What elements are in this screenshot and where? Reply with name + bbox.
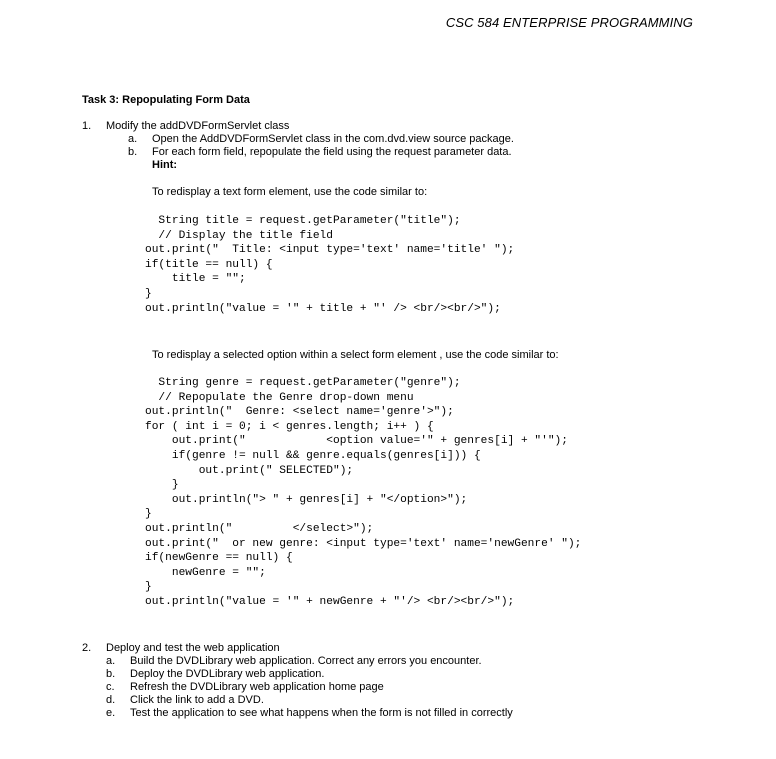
sub-text: Build the DVDLibrary web application. Correct any errors you encounter. (130, 655, 482, 667)
sub-text: For each form field, repopulate the field using the request parameter data. (152, 146, 512, 158)
sub-letter: a. (106, 655, 116, 667)
step-2-sub-a (106, 655, 482, 668)
step-1-text: Modify the addDVDFormServlet class (106, 120, 290, 132)
step-1-number: 1. (82, 120, 92, 132)
step-2-text: Deploy and test the web application (106, 642, 280, 654)
step-2-sub-d (106, 694, 264, 707)
step-1-sub-a (128, 133, 514, 146)
sub-text: Test the application to see what happens when the form is not filled in correctly (130, 707, 513, 719)
step-2-sub-b (106, 668, 324, 681)
sub-letter: b. (106, 668, 116, 680)
step-2-number: 2. (82, 642, 92, 654)
sub-letter: e. (106, 707, 116, 719)
sub-text: Click the link to add a DVD. (130, 694, 264, 706)
step-1 (82, 120, 289, 133)
sub-letter: b. (128, 146, 138, 158)
sub-text: Deploy the DVDLibrary web application. (130, 668, 325, 680)
sub-text: Refresh the DVDLibrary web application home page (130, 681, 384, 693)
course-header: CSC 584 ENTERPRISE PROGRAMMING (445, 15, 693, 30)
step-2-sub-e (106, 707, 513, 720)
step-2-sub-c (106, 681, 384, 694)
select-form-intro: To redisplay a selected option within a select form element , use the code similar to: (152, 349, 559, 361)
sub-letter: d. (106, 694, 116, 706)
task-title: Task 3: Repopulating Form Data (82, 94, 250, 106)
text-form-intro: To redisplay a text form element, use the code similar to: (152, 186, 428, 198)
step-2 (82, 642, 280, 655)
code-block-title: String title = request.getParameter("title"); // Display the title field out.print(" Title: <input type='text' name='title' "); if(title == null) { title = ""; } out.println("value = '" + title + "' /> <br/><br/>"); (145, 215, 515, 315)
sub-letter: c. (106, 681, 115, 693)
sub-text: Open the AddDVDFormServlet class in the com.dvd.view source package. (152, 133, 514, 145)
code-block-genre: String genre = request.getParameter("genre"); // Repopulate the Genre drop-down menu out.println(" Genre: <select name='genre'>"); for ( int i = 0; i < genres.length; i++ ) { out.print(" <option value='" + genres[i] + "'"); if(genre != null && genre.equals(genres[i])) { out.print(" SELECTED"); } out.println("> " + genres[i] + "</option>"); } out.println(" </select>"); out.print(" or new genre: <input type='text' name='newGenre' "); if(newGenre == null) { newGenre = ""; } out.println("value = '" + newGenre + "'/> <br/><br/>"); (145, 377, 582, 608)
sub-letter: a. (128, 133, 138, 145)
hint-label: Hint: (152, 159, 178, 171)
step-1-sub-b (128, 146, 512, 159)
